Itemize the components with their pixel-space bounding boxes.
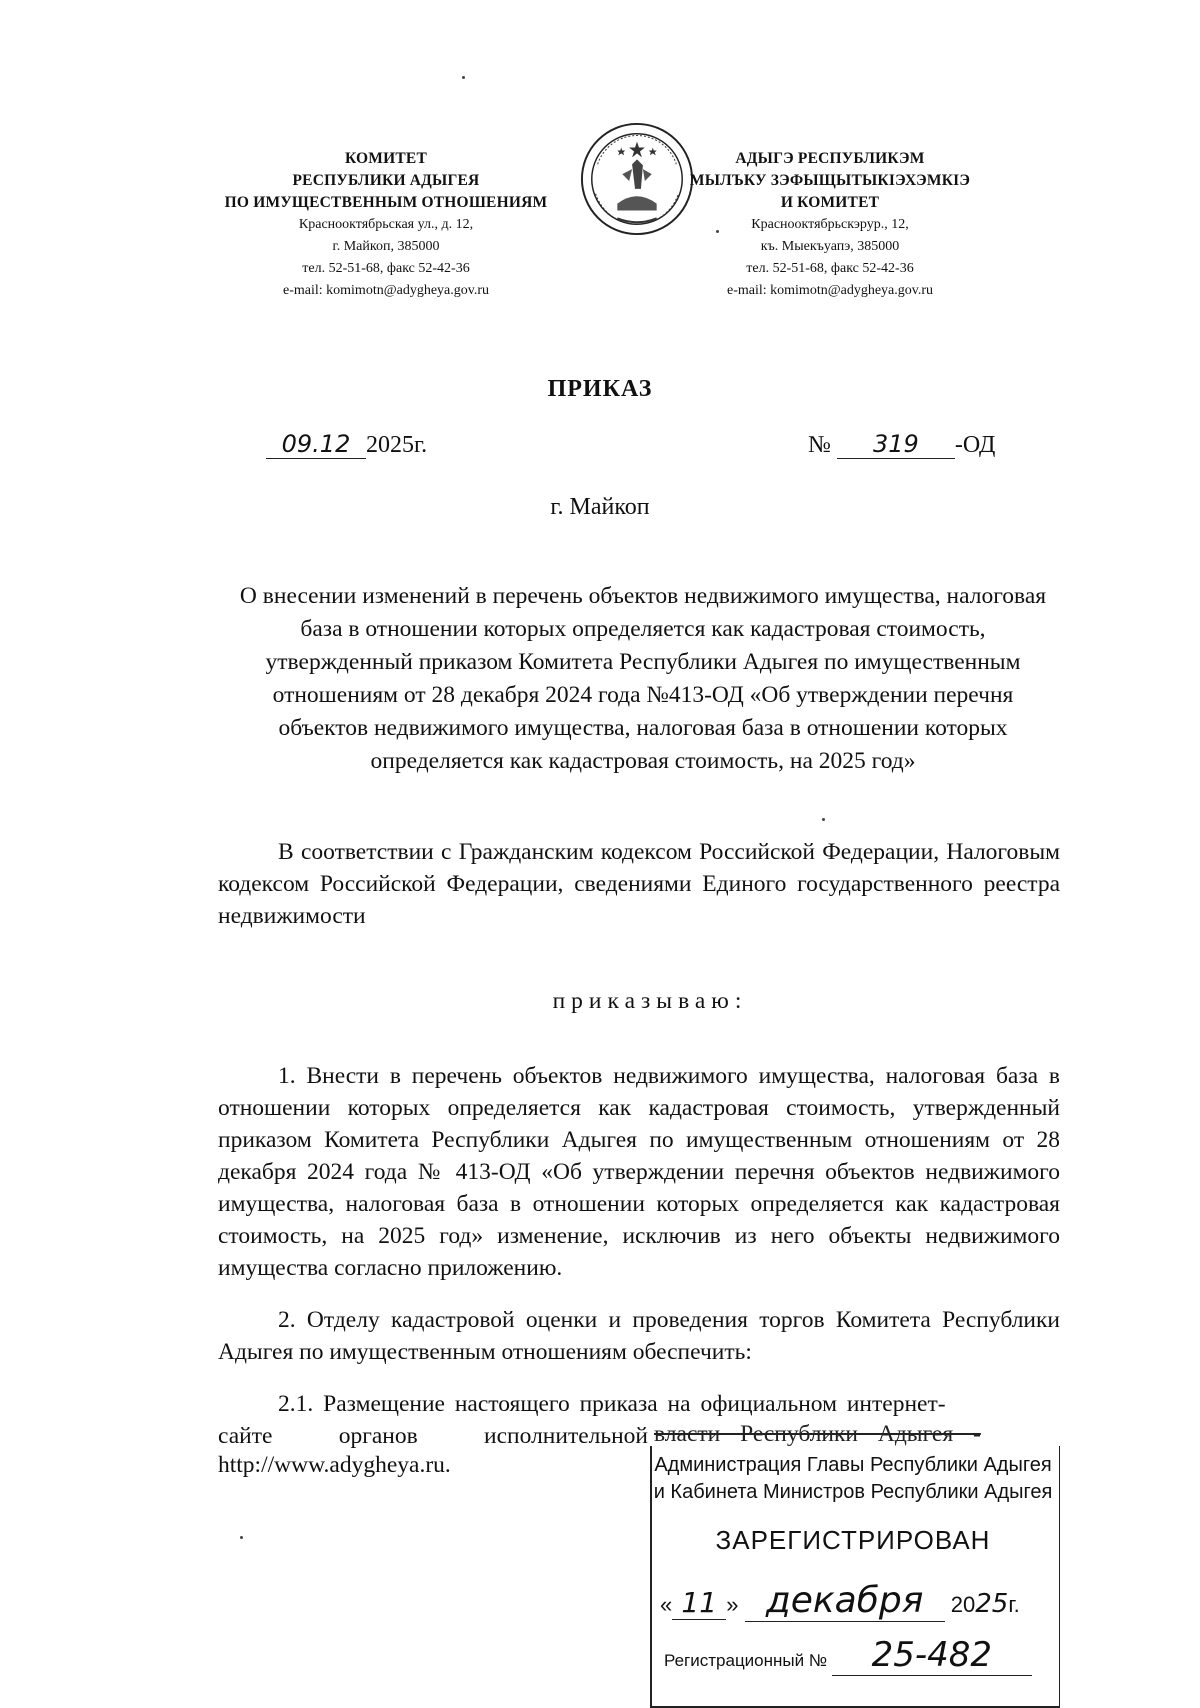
document-city: г. Майкоп: [550, 494, 650, 520]
document-number: [808, 430, 995, 459]
org-address-ady-line1: Краснооктябрьскэрур., 12,: [751, 217, 909, 232]
org-name-line2: РЕСПУБЛИКИ АДЫГЕЯ: [292, 172, 480, 189]
stamp-reg-label: Регистрационный №: [664, 1651, 828, 1670]
org-name-line1: КОМИТЕТ: [344, 150, 427, 167]
document-subject: О внесении изменений в перечень объектов недвижимого имущества, налоговая база в отношении которых определяется как кадастровая стоимость, утвержденный приказом Комитета Республики Адыгея по имущественным отношениям от 28 декабря 2024 года №413-ОД «Об утверждении перечня объектов недвижимого имущества, налоговая база в отношении которых определяется как кадастровая стоимость, на 2025 год»: [239, 583, 1047, 774]
number-prefix: №: [808, 432, 831, 458]
stamp-month: декабря: [745, 1580, 945, 1622]
scan-speck: [462, 76, 465, 79]
stamp-registration: [664, 1635, 1032, 1676]
org-email-ady: e-mail: komimotn@adygheya.gov.ru: [727, 283, 933, 298]
date-year: 2025г.: [366, 432, 428, 458]
org-address-line1: Краснооктябрьская ул., д. 12,: [298, 217, 474, 232]
org-phone-ady: тел. 52-51-68, факс 52-42-36: [746, 261, 914, 276]
number-suffix: -ОД: [954, 432, 996, 458]
item-2-1-line1: [218, 1388, 1060, 1420]
stamp-authority-line2: и Кабинета Министров Республики Адыгея: [653, 1481, 1053, 1503]
stamp-quote-open: «: [660, 1592, 673, 1617]
document-date: [266, 430, 427, 459]
stamp-authority-line1: Администрация Главы Республики Адыгея: [654, 1454, 1052, 1476]
org-name-line3: ПО ИМУЩЕСТВЕННЫМ ОТНОШЕНИЯМ: [224, 194, 548, 211]
stamp-day: 11: [672, 1586, 726, 1620]
org-email: e-mail: komimotn@adygheya.gov.ru: [283, 283, 489, 298]
number-handwritten: 319: [837, 430, 955, 459]
item-2-text: 2. Отделу кадастровой оценки и проведения торгов Комитета Республики Адыгея по имущественным отношениям обеспечить:: [218, 1307, 1060, 1365]
org-name-ady-line1: АДЫГЭ РЕСПУБЛИКЭМ: [735, 150, 925, 167]
scan-speck: [240, 1536, 243, 1539]
stamp-quote-close: »: [726, 1592, 739, 1617]
item-2-1-struck-text: власти Республики Адыгея -: [654, 1421, 981, 1447]
stamp-authority: [650, 1452, 1056, 1506]
stamp-year-prefix: 20: [950, 1592, 976, 1617]
scan-speck: [716, 230, 719, 233]
document-title: ПРИКАЗ: [547, 376, 653, 402]
stamp-year-suffix: г.: [1008, 1592, 1020, 1617]
stamp-year: 25: [975, 1589, 1009, 1619]
preamble-text: В соответствии с Гражданским кодексом Российской Федерации, Налоговым кодексом Российской Федерации, сведениями Единого государственного реестра недвижимости: [218, 839, 1060, 929]
header-left: [196, 148, 576, 302]
header-right: [640, 148, 1020, 302]
org-name-ady-line3: И КОМИТЕТ: [780, 194, 880, 211]
date-handwritten: 09.12: [266, 430, 366, 459]
order-word: приказываю:: [552, 988, 748, 1014]
stamp-registered: ЗАРЕГИСТРИРОВАН: [715, 1525, 991, 1555]
item-2-1-url: http://www.adygheya.ru.: [218, 1452, 451, 1478]
org-name-ady-line2: МЫЛЪКУ ЗЭФЫЩЫТЫКІЭХЭМКІЭ: [689, 172, 971, 189]
item-2-paragraph: [218, 1304, 1060, 1368]
org-address-ady-line2: къ. Мыекъуапэ, 385000: [760, 239, 900, 254]
item-2-1-text-line1: 2.1. Размещение настоящего приказа на официальном интернет-: [278, 1391, 946, 1417]
item-1-text: 1. Внести в перечень объектов недвижимого имущества, налоговая база в отношении которых определяется как кадастровая стоимость, утвержденный приказом Комитета Республики Адыгея по имущественным отношениям от 28 декабря 2024 года № 413-ОД «Об утверждении перечня объектов недвижимого имущества, налоговая база в отношении которых определяется как кадастровая стоимость, на 2025 год» изменение, исключив из него объекты недвижимого имущества согласно приложению.: [218, 1063, 1060, 1281]
org-address-line2: г. Майкоп, 385000: [332, 239, 440, 254]
org-phone: тел. 52-51-68, факс 52-42-36: [302, 261, 470, 276]
stamp-date: [660, 1580, 1020, 1622]
preamble-paragraph: [218, 836, 1060, 932]
scan-speck: [822, 818, 825, 821]
stamp-reg-number: 25-482: [832, 1635, 1032, 1676]
item-1-paragraph: [218, 1060, 1060, 1284]
item-2-1-text-line2: сайте органов исполнительной: [218, 1423, 648, 1449]
